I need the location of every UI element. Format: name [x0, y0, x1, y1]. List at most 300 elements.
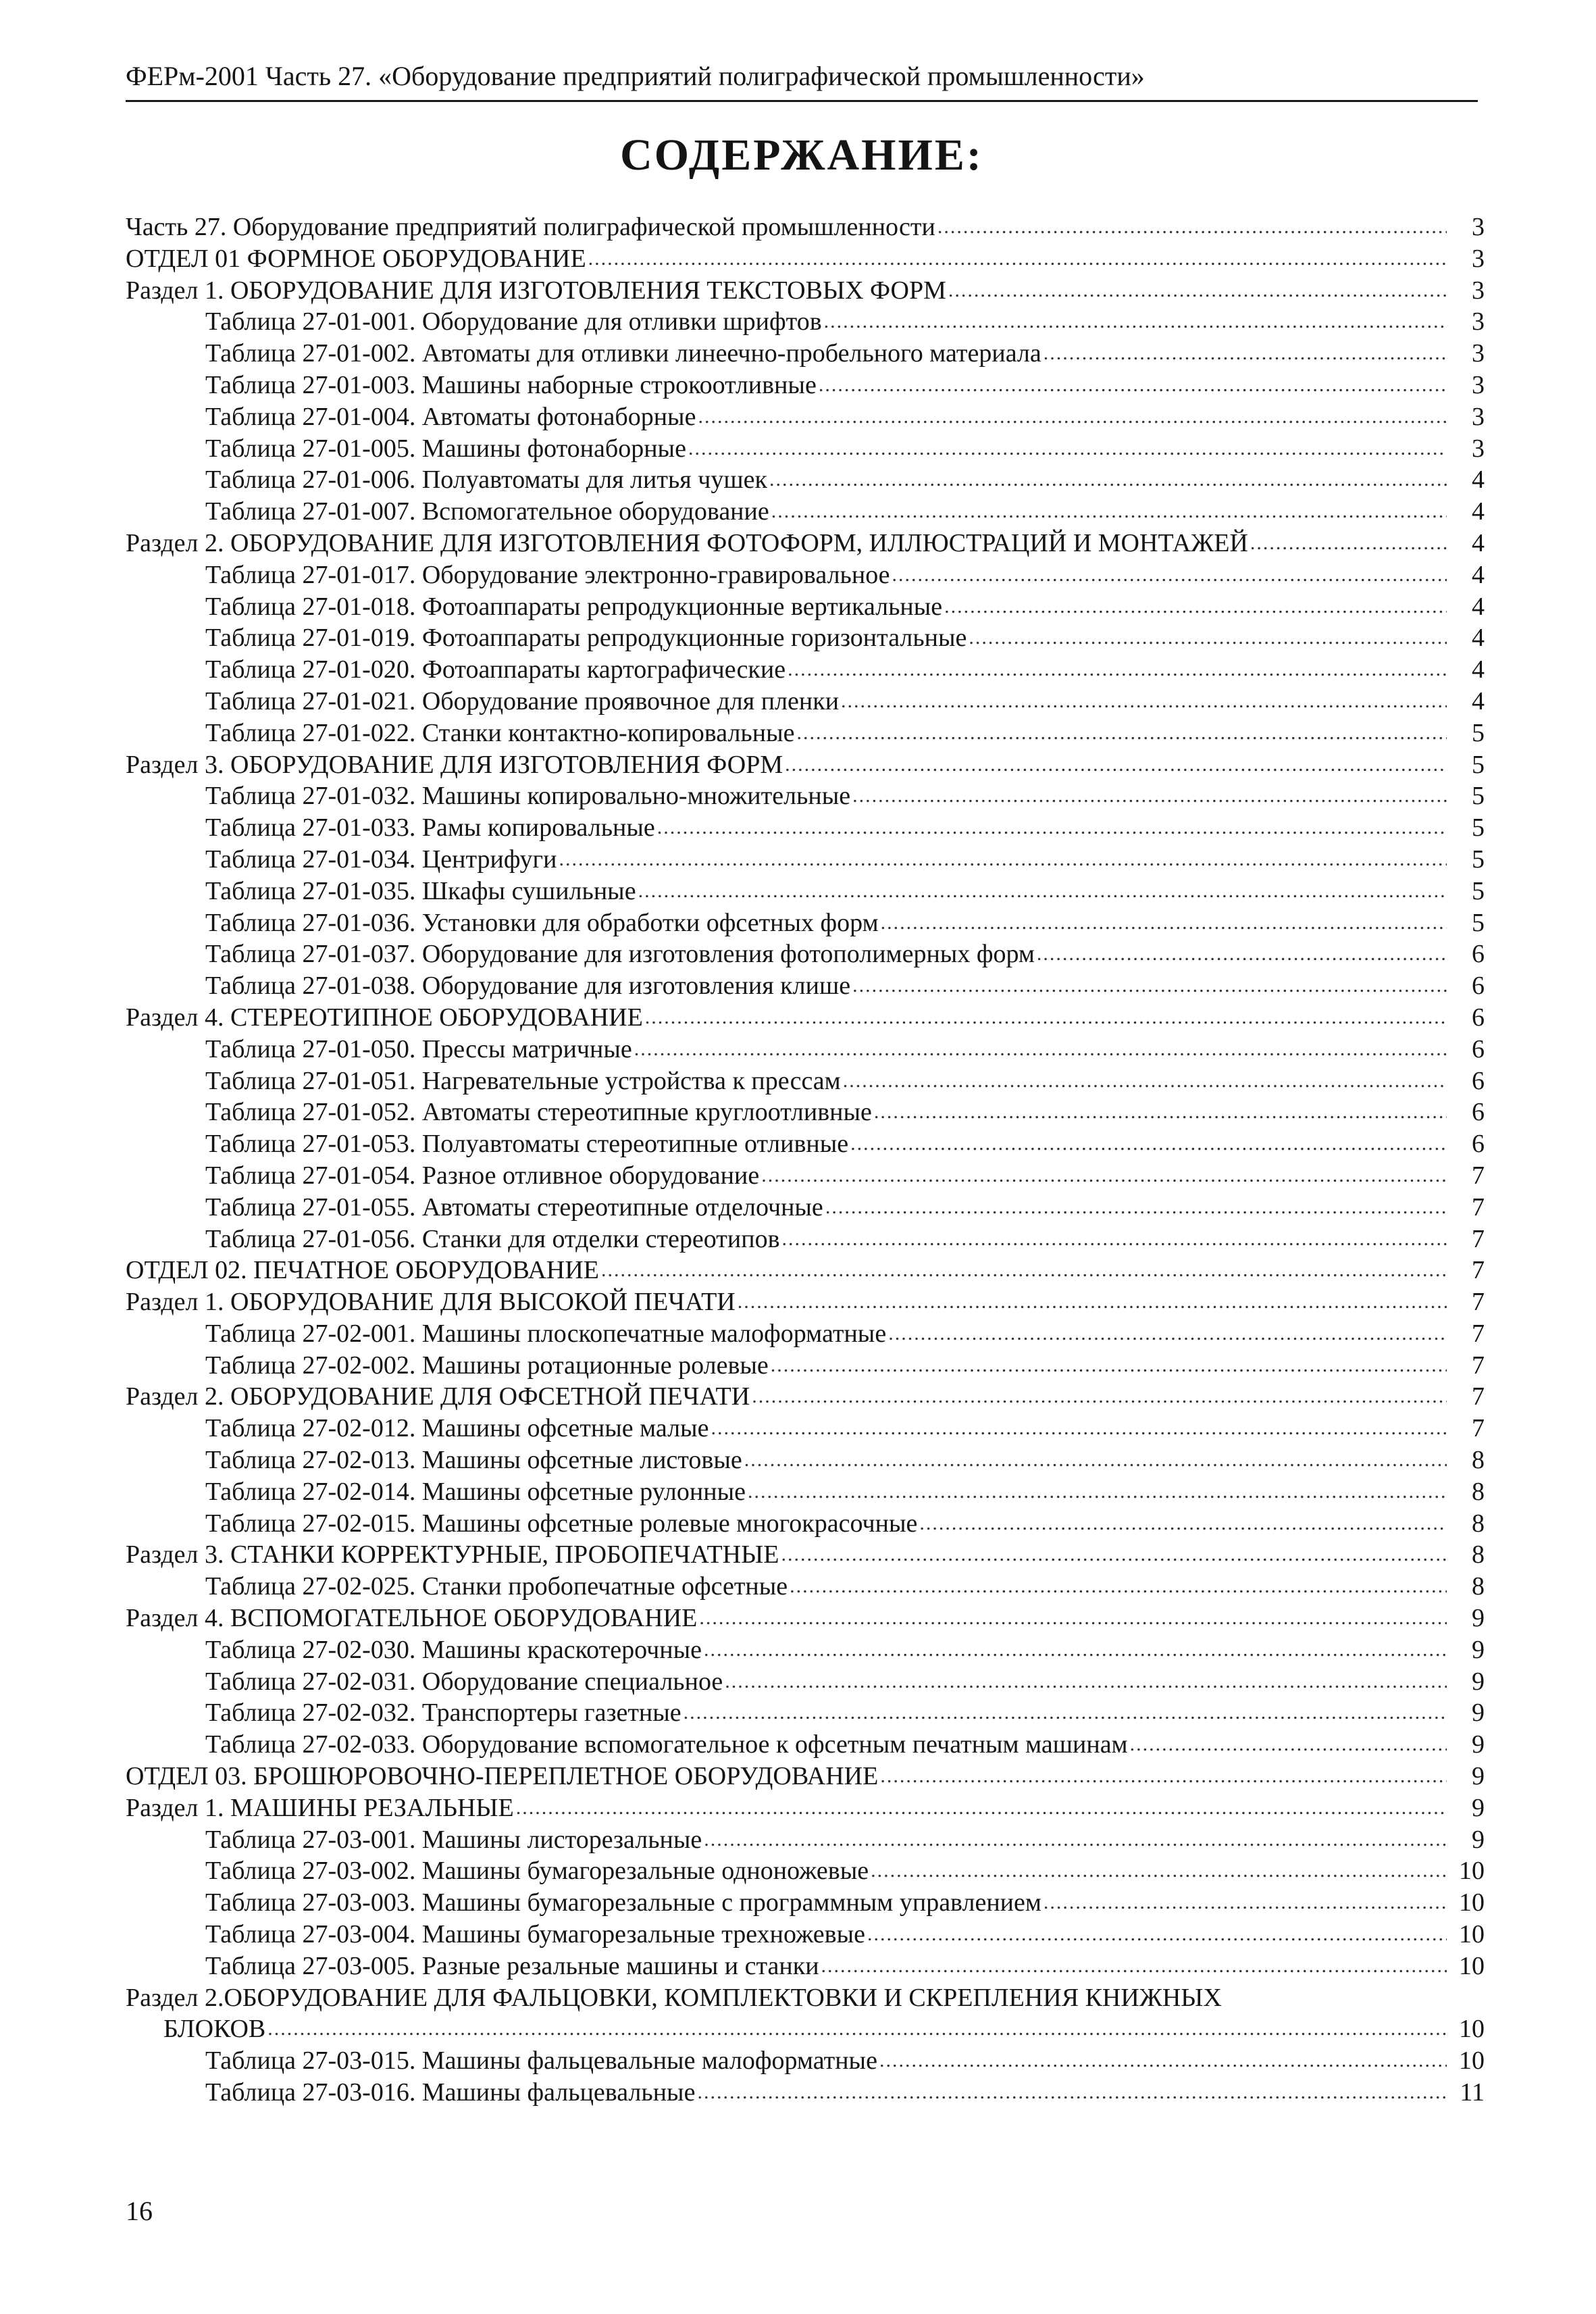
dot-leader [850, 970, 1447, 1002]
toc-table-entry[interactable] [126, 1097, 1485, 1128]
toc-entry-leader [126, 1002, 1447, 1034]
toc-page-number: 8 [1472, 1477, 1485, 1506]
toc-table-entry[interactable] [126, 1571, 1485, 1603]
dot-leader [599, 1255, 1447, 1286]
dot-leader [786, 654, 1447, 686]
toc-entry-text: Таблица 27-01-001. Оборудование для отливки шрифтов [205, 307, 822, 336]
toc-entry-text: Таблица 27-01-037. Оборудование для изготовления фотополимерных форм [205, 940, 1035, 969]
toc-entry-text: Таблица 27-02-012. Машины офсетные малые [205, 1414, 709, 1443]
toc-entry-text: Таблица 27-03-002. Машины бумагорезальные одноножевые [205, 1857, 869, 1886]
toc-section-entry[interactable] [126, 275, 1485, 307]
toc-entry-text: Таблица 27-01-017. Оборудование электронно-гравировальное [205, 560, 890, 589]
dot-leader [697, 1603, 1447, 1634]
toc-entry-text: Таблица 27-03-004. Машины бумагорезальные трехножевые [205, 1920, 865, 1949]
toc-entry-leader [126, 1381, 1447, 1413]
toc-entry-leader [205, 591, 1447, 623]
toc-page-number: 7 [1472, 1414, 1485, 1443]
table-of-contents [126, 211, 1485, 2109]
toc-entry-text: Раздел 2. ОБОРУДОВАНИЕ ДЛЯ ОФСЕТНОЙ ПЕЧАТИ [126, 1382, 750, 1411]
dot-leader [655, 812, 1447, 844]
toc-table-entry[interactable] [126, 907, 1485, 939]
header-rule [126, 100, 1478, 102]
dot-leader [702, 1824, 1447, 1856]
toc-entry-text: Раздел 4. ВСПОМОГАТЕЛЬНОЕ ОБОРУДОВАНИЕ [126, 1604, 698, 1633]
toc-entry-leader [205, 1951, 1447, 1982]
dot-leader [967, 622, 1447, 654]
toc-entry-text: Таблица 27-01-004. Автоматы фотонаборные [205, 402, 696, 431]
toc-entry-text: ОТДЕЛ 02. ПЕЧАТНОЕ ОБОРУДОВАНИЕ [126, 1256, 599, 1285]
toc-table-entry[interactable] [126, 686, 1485, 718]
toc-page-number: 3 [1472, 244, 1485, 273]
dot-leader [865, 1919, 1447, 1951]
toc-table-entry[interactable] [126, 433, 1485, 465]
toc-table-entry[interactable] [126, 780, 1485, 812]
toc-entry-leader [205, 1034, 1447, 1065]
toc-table-entry[interactable] [126, 718, 1485, 749]
toc-entry-leader [205, 780, 1447, 812]
toc-page-number: 7 [1472, 1256, 1485, 1285]
toc-entry-leader [205, 1160, 1447, 1192]
toc-section-entry[interactable] [126, 528, 1485, 559]
dot-leader [878, 1761, 1447, 1792]
toc-page-number: 8 [1472, 1446, 1485, 1475]
toc-entry-text: Раздел 1. ОБОРУДОВАНИЕ ДЛЯ ВЫСОКОЙ ПЕЧАТИ [126, 1288, 736, 1317]
toc-entry-leader [205, 1444, 1447, 1476]
toc-entry-leader [205, 1476, 1447, 1508]
toc-entry-text: Таблица 27-03-015. Машины фальцевальные малоформатные [205, 2046, 877, 2076]
toc-entry-leader [126, 1792, 1447, 1824]
toc-page-number: 8 [1472, 1509, 1485, 1538]
toc-page-number: 6 [1472, 1098, 1485, 1127]
toc-page-number: 9 [1472, 1699, 1485, 1728]
toc-page-number: 4 [1472, 560, 1485, 589]
toc-entry-text: Таблица 27-01-021. Оборудование проявочное для пленки [205, 686, 840, 715]
toc-entry-leader [205, 970, 1447, 1002]
dot-leader [850, 780, 1447, 812]
dot-leader [780, 1224, 1447, 1255]
toc-page-number: 4 [1472, 686, 1485, 715]
dot-leader [783, 749, 1447, 781]
toc-page-number: 10 [1459, 1888, 1485, 1917]
toc-entry-leader [205, 1919, 1447, 1951]
toc-table-entry[interactable] [126, 970, 1485, 1002]
toc-page-number: 6 [1472, 972, 1485, 1001]
toc-entry-leader [205, 1824, 1447, 1856]
toc-page-number: 7 [1472, 1319, 1485, 1348]
toc-page-number: 6 [1472, 1130, 1485, 1159]
toc-table-entry[interactable] [126, 1697, 1485, 1729]
toc-entry-text: ОТДЕЛ 03. БРОШЮРОВОЧНО-ПЕРЕПЛЕТНОЕ ОБОРУДОВАНИЕ [126, 1762, 879, 1791]
toc-entry-text: Таблица 27-01-052. Автоматы стереотипные круглоотливные [205, 1098, 872, 1127]
toc-entry-leader [205, 1697, 1447, 1729]
dot-leader [788, 1571, 1447, 1603]
toc-entry-text: Таблица 27-02-014. Машины офсетные рулонные [205, 1477, 746, 1506]
dot-leader [636, 876, 1447, 907]
toc-entry-text: Таблица 27-01-003. Машины наборные строкоотливные [205, 370, 817, 399]
toc-table-entry[interactable] [126, 876, 1485, 907]
toc-page-number: 4 [1472, 528, 1485, 557]
toc-section-entry[interactable] [126, 749, 1485, 781]
toc-entry-leader [205, 1318, 1447, 1350]
toc-entry-text: Раздел 4. СТЕРЕОТИПНОЕ ОБОРУДОВАНИЕ [126, 1003, 643, 1032]
toc-entry-text: Таблица 27-01-018. Фотоаппараты репродукционные вертикальные [205, 592, 943, 621]
dot-leader [723, 1666, 1447, 1698]
toc-entry-leader [205, 844, 1447, 876]
toc-table-entry[interactable] [126, 496, 1485, 528]
toc-page-number: 5 [1472, 908, 1485, 937]
dot-leader [1041, 338, 1447, 370]
toc-entry-text: Часть 27. Оборудование предприятий полиграфической промышленности [126, 213, 935, 241]
toc-entry-leader [163, 2013, 1447, 2045]
toc-table-entry[interactable] [126, 1444, 1485, 1476]
toc-table-entry[interactable] [126, 1887, 1485, 1919]
toc-table-entry[interactable] [126, 559, 1485, 591]
toc-page-number: 10 [1459, 1920, 1485, 1949]
toc-entry-text: Таблица 27-01-055. Автоматы стереотипные отделочные [205, 1192, 823, 1222]
toc-entry-text: Раздел 3. ОБОРУДОВАНИЕ ДЛЯ ИЗГОТОВЛЕНИЯ ФОРМ [126, 750, 783, 779]
dot-leader [794, 718, 1447, 749]
toc-page-number: 6 [1472, 1034, 1485, 1063]
toc-entry-leader [205, 1887, 1447, 1919]
toc-page-number: 7 [1472, 1351, 1485, 1380]
toc-table-entry[interactable] [126, 1413, 1485, 1444]
dot-leader [769, 496, 1447, 528]
toc-page-number: 7 [1472, 1288, 1485, 1317]
toc-page-number: 8 [1472, 1540, 1485, 1569]
toc-page-number: 9 [1472, 1793, 1485, 1822]
toc-entry-text: Таблица 27-03-005. Разные резальные машины и станки [205, 1951, 819, 1980]
toc-entry-text: Таблица 27-01-053. Полуавтоматы стереотипные отливные [205, 1130, 849, 1159]
toc-entry-leader [205, 938, 1447, 970]
toc-entry-text: Таблица 27-03-001. Машины листорезальные [205, 1825, 702, 1854]
toc-entry-leader [205, 370, 1447, 401]
dot-leader [736, 1286, 1447, 1318]
toc-page-number: 3 [1472, 402, 1485, 431]
toc-table-entry[interactable] [126, 1065, 1485, 1097]
toc-page-number: 9 [1472, 1730, 1485, 1759]
toc-page-number: 6 [1472, 1003, 1485, 1032]
dot-leader [643, 1002, 1447, 1034]
toc-entry-leader [205, 306, 1447, 338]
toc-entry-leader [205, 1097, 1447, 1128]
toc-page-number: 9 [1472, 1762, 1485, 1791]
toc-entry-text: Таблица 27-01-034. Центрифуги [205, 845, 557, 874]
toc-entry-leader [205, 1634, 1447, 1666]
toc-entry-text: Таблица 27-02-013. Машины офсетные листовые [205, 1446, 742, 1475]
dot-leader [1035, 938, 1447, 970]
toc-entry-leader [205, 1729, 1447, 1761]
toc-page-number: 9 [1472, 1635, 1485, 1664]
toc-page-number: 9 [1472, 1667, 1485, 1696]
toc-page-number: 8 [1472, 1572, 1485, 1601]
dot-leader [695, 2077, 1447, 2109]
toc-page-number: 7 [1472, 1382, 1485, 1411]
toc-page-number: 7 [1472, 1161, 1485, 1190]
toc-table-entry[interactable] [126, 464, 1485, 496]
dot-leader [823, 1192, 1447, 1224]
toc-entry-text: Таблица 27-01-019. Фотоаппараты репродукционные горизонтальные [205, 624, 967, 653]
dot-leader [265, 2013, 1447, 2045]
toc-entry-leader [205, 1508, 1447, 1540]
toc-page-number: 9 [1472, 1825, 1485, 1854]
toc-table-entry[interactable] [126, 401, 1485, 433]
toc-entry-leader [126, 1539, 1447, 1571]
toc-entry-leader [205, 907, 1447, 939]
toc-page-number: 5 [1472, 750, 1485, 779]
dot-leader [822, 306, 1447, 338]
toc-table-entry[interactable] [126, 1350, 1485, 1382]
toc-page-number: 3 [1472, 276, 1485, 305]
toc-entry-text: Таблица 27-01-051. Нагревательные устройства к прессам [205, 1066, 841, 1095]
dot-leader [879, 907, 1447, 939]
toc-table-entry[interactable] [126, 1160, 1485, 1192]
toc-table-entry[interactable] [126, 1128, 1485, 1160]
toc-table-entry[interactable] [126, 938, 1485, 970]
toc-entry-text: Таблица 27-02-032. Транспортеры газетные [205, 1699, 681, 1728]
toc-entry-leader [205, 1571, 1447, 1603]
toc-entry-text: Таблица 27-03-003. Машины бумагорезальные с программным управлением [205, 1888, 1041, 1917]
dot-leader [942, 591, 1447, 623]
toc-page-number: 9 [1472, 1604, 1485, 1633]
toc-entry-leader [205, 401, 1447, 433]
toc-table-entry[interactable] [126, 370, 1485, 401]
toc-entry-text: Таблица 27-02-001. Машины плоскопечатные малоформатные [205, 1319, 887, 1348]
toc-table-entry[interactable] [126, 812, 1485, 844]
toc-entry-text: Таблица 27-03-016. Машины фальцевальные [205, 2078, 696, 2107]
toc-page-number: 10 [1459, 2015, 1485, 2044]
toc-entry-text: Раздел 2. ОБОРУДОВАНИЕ ДЛЯ ИЗГОТОВЛЕНИЯ ФОТОФОРМ, ИЛЛЮСТРАЦИЙ И МОНТАЖЕЙ [126, 528, 1248, 557]
toc-section-entry[interactable] [126, 211, 1485, 243]
toc-page-number: 3 [1472, 370, 1485, 399]
toc-entry-leader [205, 686, 1447, 718]
dot-leader [746, 1476, 1447, 1508]
toc-entry-text: Таблица 27-02-033. Оборудование вспомогательное к офсетным печатным машинам [205, 1730, 1128, 1759]
toc-table-entry[interactable] [126, 2077, 1485, 2109]
dot-leader [681, 1697, 1447, 1729]
dot-leader [848, 1128, 1447, 1160]
page-title: СОДЕРЖАНИЕ: [620, 130, 983, 180]
toc-entry-leader [205, 559, 1447, 591]
toc-table-entry[interactable] [126, 2045, 1485, 2077]
toc-entry-leader [205, 496, 1447, 528]
toc-table-entry[interactable] [126, 1508, 1485, 1540]
toc-page-number: 4 [1472, 624, 1485, 653]
toc-section-entry[interactable] [126, 1539, 1485, 1571]
toc-table-entry[interactable] [126, 1034, 1485, 1065]
toc-entry-leader [205, 433, 1447, 465]
toc-entry-text: ОТДЕЛ 01 ФОРМНОЕ ОБОРУДОВАНИЕ [126, 244, 586, 273]
toc-entry-text: Таблица 27-01-020. Фотоаппараты картографические [205, 655, 786, 684]
toc-table-entry[interactable] [126, 1824, 1485, 1856]
toc-entry-text: Таблица 27-01-036. Установки для обработки офсетных форм [205, 908, 879, 937]
toc-table-entry[interactable] [126, 1855, 1485, 1887]
toc-entry-leader [205, 2077, 1447, 2109]
toc-entry-text: Таблица 27-02-015. Машины офсетные ролевые многокрасочные [205, 1509, 918, 1538]
toc-section-entry[interactable] [126, 1603, 1485, 1634]
toc-entry-leader [205, 1413, 1447, 1444]
toc-page-number: 4 [1472, 497, 1485, 526]
toc-entry-text: Таблица 27-01-007. Вспомогательное оборудование [205, 497, 769, 526]
toc-entry-leader [205, 1065, 1447, 1097]
toc-page-number: 10 [1459, 1857, 1485, 1886]
dot-leader [750, 1381, 1447, 1413]
dot-leader [841, 1065, 1447, 1097]
dot-leader [742, 1444, 1447, 1476]
dot-leader [586, 243, 1447, 275]
dot-leader [872, 1097, 1447, 1128]
dot-leader [759, 1160, 1447, 1192]
toc-table-entry[interactable] [126, 1919, 1485, 1951]
toc-entry-text: Таблица 27-01-035. Шкафы сушильные [205, 876, 636, 905]
toc-page-number: 6 [1472, 940, 1485, 969]
dot-leader [869, 1855, 1447, 1887]
dot-leader [1248, 528, 1447, 559]
toc-page-number: 3 [1472, 213, 1485, 241]
toc-entry-text: Раздел 2.ОБОРУДОВАНИЕ ДЛЯ ФАЛЬЦОВКИ, КОМПЛЕКТОВКИ И СКРЕПЛЕНИЯ КНИЖНЫХ [126, 1983, 1222, 2012]
toc-table-entry[interactable] [126, 1192, 1485, 1224]
dot-leader [557, 844, 1447, 876]
dot-leader [709, 1413, 1447, 1444]
toc-table-entry[interactable] [126, 306, 1485, 338]
dot-leader [514, 1792, 1447, 1824]
toc-section-entry[interactable] [126, 1792, 1485, 1824]
toc-entry-leader [126, 1761, 1447, 1792]
toc-entry-leader [126, 528, 1447, 559]
page-number: 16 [126, 2196, 153, 2226]
dot-leader [632, 1034, 1447, 1065]
toc-table-entry[interactable] [126, 338, 1485, 370]
dot-leader [946, 275, 1447, 307]
dot-leader [935, 211, 1447, 243]
dot-leader [917, 1508, 1447, 1540]
toc-page-number: 3 [1472, 339, 1485, 368]
dot-leader [769, 1350, 1447, 1382]
toc-entry-leader [205, 338, 1447, 370]
toc-table-entry[interactable] [126, 1224, 1485, 1255]
toc-section-entry[interactable] [126, 1381, 1485, 1413]
toc-entry-text: Таблица 27-02-002. Машины ротационные ролевые [205, 1351, 769, 1380]
toc-entry-leader [205, 1666, 1447, 1698]
toc-section-entry[interactable] [126, 1255, 1485, 1286]
toc-entry-text: Таблица 27-01-005. Машины фотонаборные [205, 434, 686, 463]
toc-entry-text: Таблица 27-01-032. Машины копировально-множительные [205, 782, 851, 811]
toc-entry-text: Таблица 27-01-033. Рамы копировальные [205, 813, 655, 842]
toc-entry-leader [126, 749, 1447, 781]
toc-entry-text: Таблица 27-02-025. Станки пробопечатные офсетные [205, 1572, 788, 1601]
toc-table-entry[interactable] [126, 1318, 1485, 1350]
toc-entry-text-continuation: БЛОКОВ [163, 2015, 266, 2044]
toc-entry-text: Таблица 27-02-030. Машины краскотерочные [205, 1635, 702, 1664]
toc-page-number: 5 [1472, 718, 1485, 747]
toc-entry-leader [126, 211, 1447, 243]
dot-leader [779, 1539, 1447, 1571]
toc-table-entry[interactable] [126, 654, 1485, 686]
toc-page-number: 4 [1472, 466, 1485, 495]
toc-entry-leader [205, 2045, 1447, 2077]
toc-entry-leader [205, 1128, 1447, 1160]
dot-leader [1128, 1729, 1447, 1761]
toc-entry-text: Раздел 3. СТАНКИ КОРРЕКТУРНЫЕ, ПРОБОПЕЧАТНЫЕ [126, 1540, 779, 1569]
dot-leader [877, 2045, 1447, 2077]
toc-entry-text: Таблица 27-01-056. Станки для отделки стереотипов [205, 1224, 780, 1253]
dot-leader [686, 433, 1447, 465]
toc-page-number: 4 [1472, 655, 1485, 684]
toc-entry-leader [205, 622, 1447, 654]
toc-section-entry[interactable] [126, 243, 1485, 275]
running-header: ФЕРм-2001 Часть 27. «Оборудование предприятий полиграфической промышленности» [126, 61, 1145, 91]
toc-entry-leader [205, 1192, 1447, 1224]
toc-entry-leader [126, 1603, 1447, 1634]
toc-page-number: 5 [1472, 782, 1485, 811]
toc-entry-leader [205, 654, 1447, 686]
toc-entry-text: Таблица 27-01-022. Станки контактно-копировальные [205, 718, 795, 747]
dot-leader [817, 370, 1447, 401]
toc-table-entry[interactable] [126, 844, 1485, 876]
toc-page-number: 10 [1459, 1951, 1485, 1980]
toc-page-number: 11 [1460, 2078, 1485, 2107]
toc-page-number: 5 [1472, 845, 1485, 874]
toc-entry-leader [126, 1255, 1447, 1286]
toc-entry-leader [205, 1350, 1447, 1382]
toc-page-number: 4 [1472, 592, 1485, 621]
toc-entry-text: Раздел 1. МАШИНЫ РЕЗАЛЬНЫЕ [126, 1793, 514, 1822]
toc-entry-text: Таблица 27-01-054. Разное отливное оборудование [205, 1161, 760, 1190]
dot-leader [702, 1634, 1447, 1666]
dot-leader [819, 1951, 1447, 1982]
dot-leader [839, 686, 1447, 718]
dot-leader [767, 464, 1447, 496]
toc-entry-text: Раздел 1. ОБОРУДОВАНИЕ ДЛЯ ИЗГОТОВЛЕНИЯ ТЕКСТОВЫХ ФОРМ [126, 276, 946, 305]
toc-entry-text: Таблица 27-02-031. Оборудование специальное [205, 1667, 723, 1696]
toc-table-entry[interactable] [126, 622, 1485, 654]
toc-entry-text: Таблица 27-01-038. Оборудование для изготовления клише [205, 972, 851, 1001]
toc-entry-leader [126, 275, 1447, 307]
toc-entry-leader [126, 1286, 1447, 1318]
toc-section-entry[interactable] [126, 1286, 1485, 1318]
toc-entry-leader [205, 1855, 1447, 1887]
toc-entry-text: Таблица 27-01-002. Автоматы для отливки линеечно-пробельного материала [205, 339, 1041, 368]
toc-table-entry[interactable] [126, 1634, 1485, 1666]
toc-table-entry[interactable] [126, 1729, 1485, 1761]
toc-section-entry[interactable] [126, 1002, 1485, 1034]
toc-entry-leader [205, 812, 1447, 844]
toc-page-number: 3 [1472, 307, 1485, 336]
toc-page-number: 10 [1459, 2046, 1485, 2076]
toc-page-number: 7 [1472, 1192, 1485, 1222]
toc-entry-text: Таблица 27-01-006. Полуавтоматы для литья чушек [205, 466, 767, 495]
toc-table-entry[interactable] [126, 591, 1485, 623]
dot-leader [890, 559, 1447, 591]
toc-page-number: 7 [1472, 1224, 1485, 1253]
dot-leader [1041, 1887, 1447, 1919]
toc-page-number: 3 [1472, 434, 1485, 463]
toc-entry-leader [205, 718, 1447, 749]
dot-leader [696, 401, 1447, 433]
toc-page-number: 5 [1472, 876, 1485, 905]
toc-entry-leader [205, 876, 1447, 907]
toc-entry-leader [205, 1224, 1447, 1255]
toc-entry-leader [126, 243, 1447, 275]
toc-entry-text: Таблица 27-01-050. Прессы матричные [205, 1034, 632, 1063]
dot-leader [886, 1318, 1447, 1350]
toc-table-entry[interactable] [126, 1476, 1485, 1508]
toc-section-entry[interactable] [126, 1761, 1485, 1792]
toc-page-number: 6 [1472, 1066, 1485, 1095]
toc-section-entry[interactable] [126, 1982, 1485, 2046]
toc-entry-leader [205, 464, 1447, 496]
toc-table-entry[interactable] [126, 1666, 1485, 1698]
toc-table-entry[interactable] [126, 1951, 1485, 1982]
